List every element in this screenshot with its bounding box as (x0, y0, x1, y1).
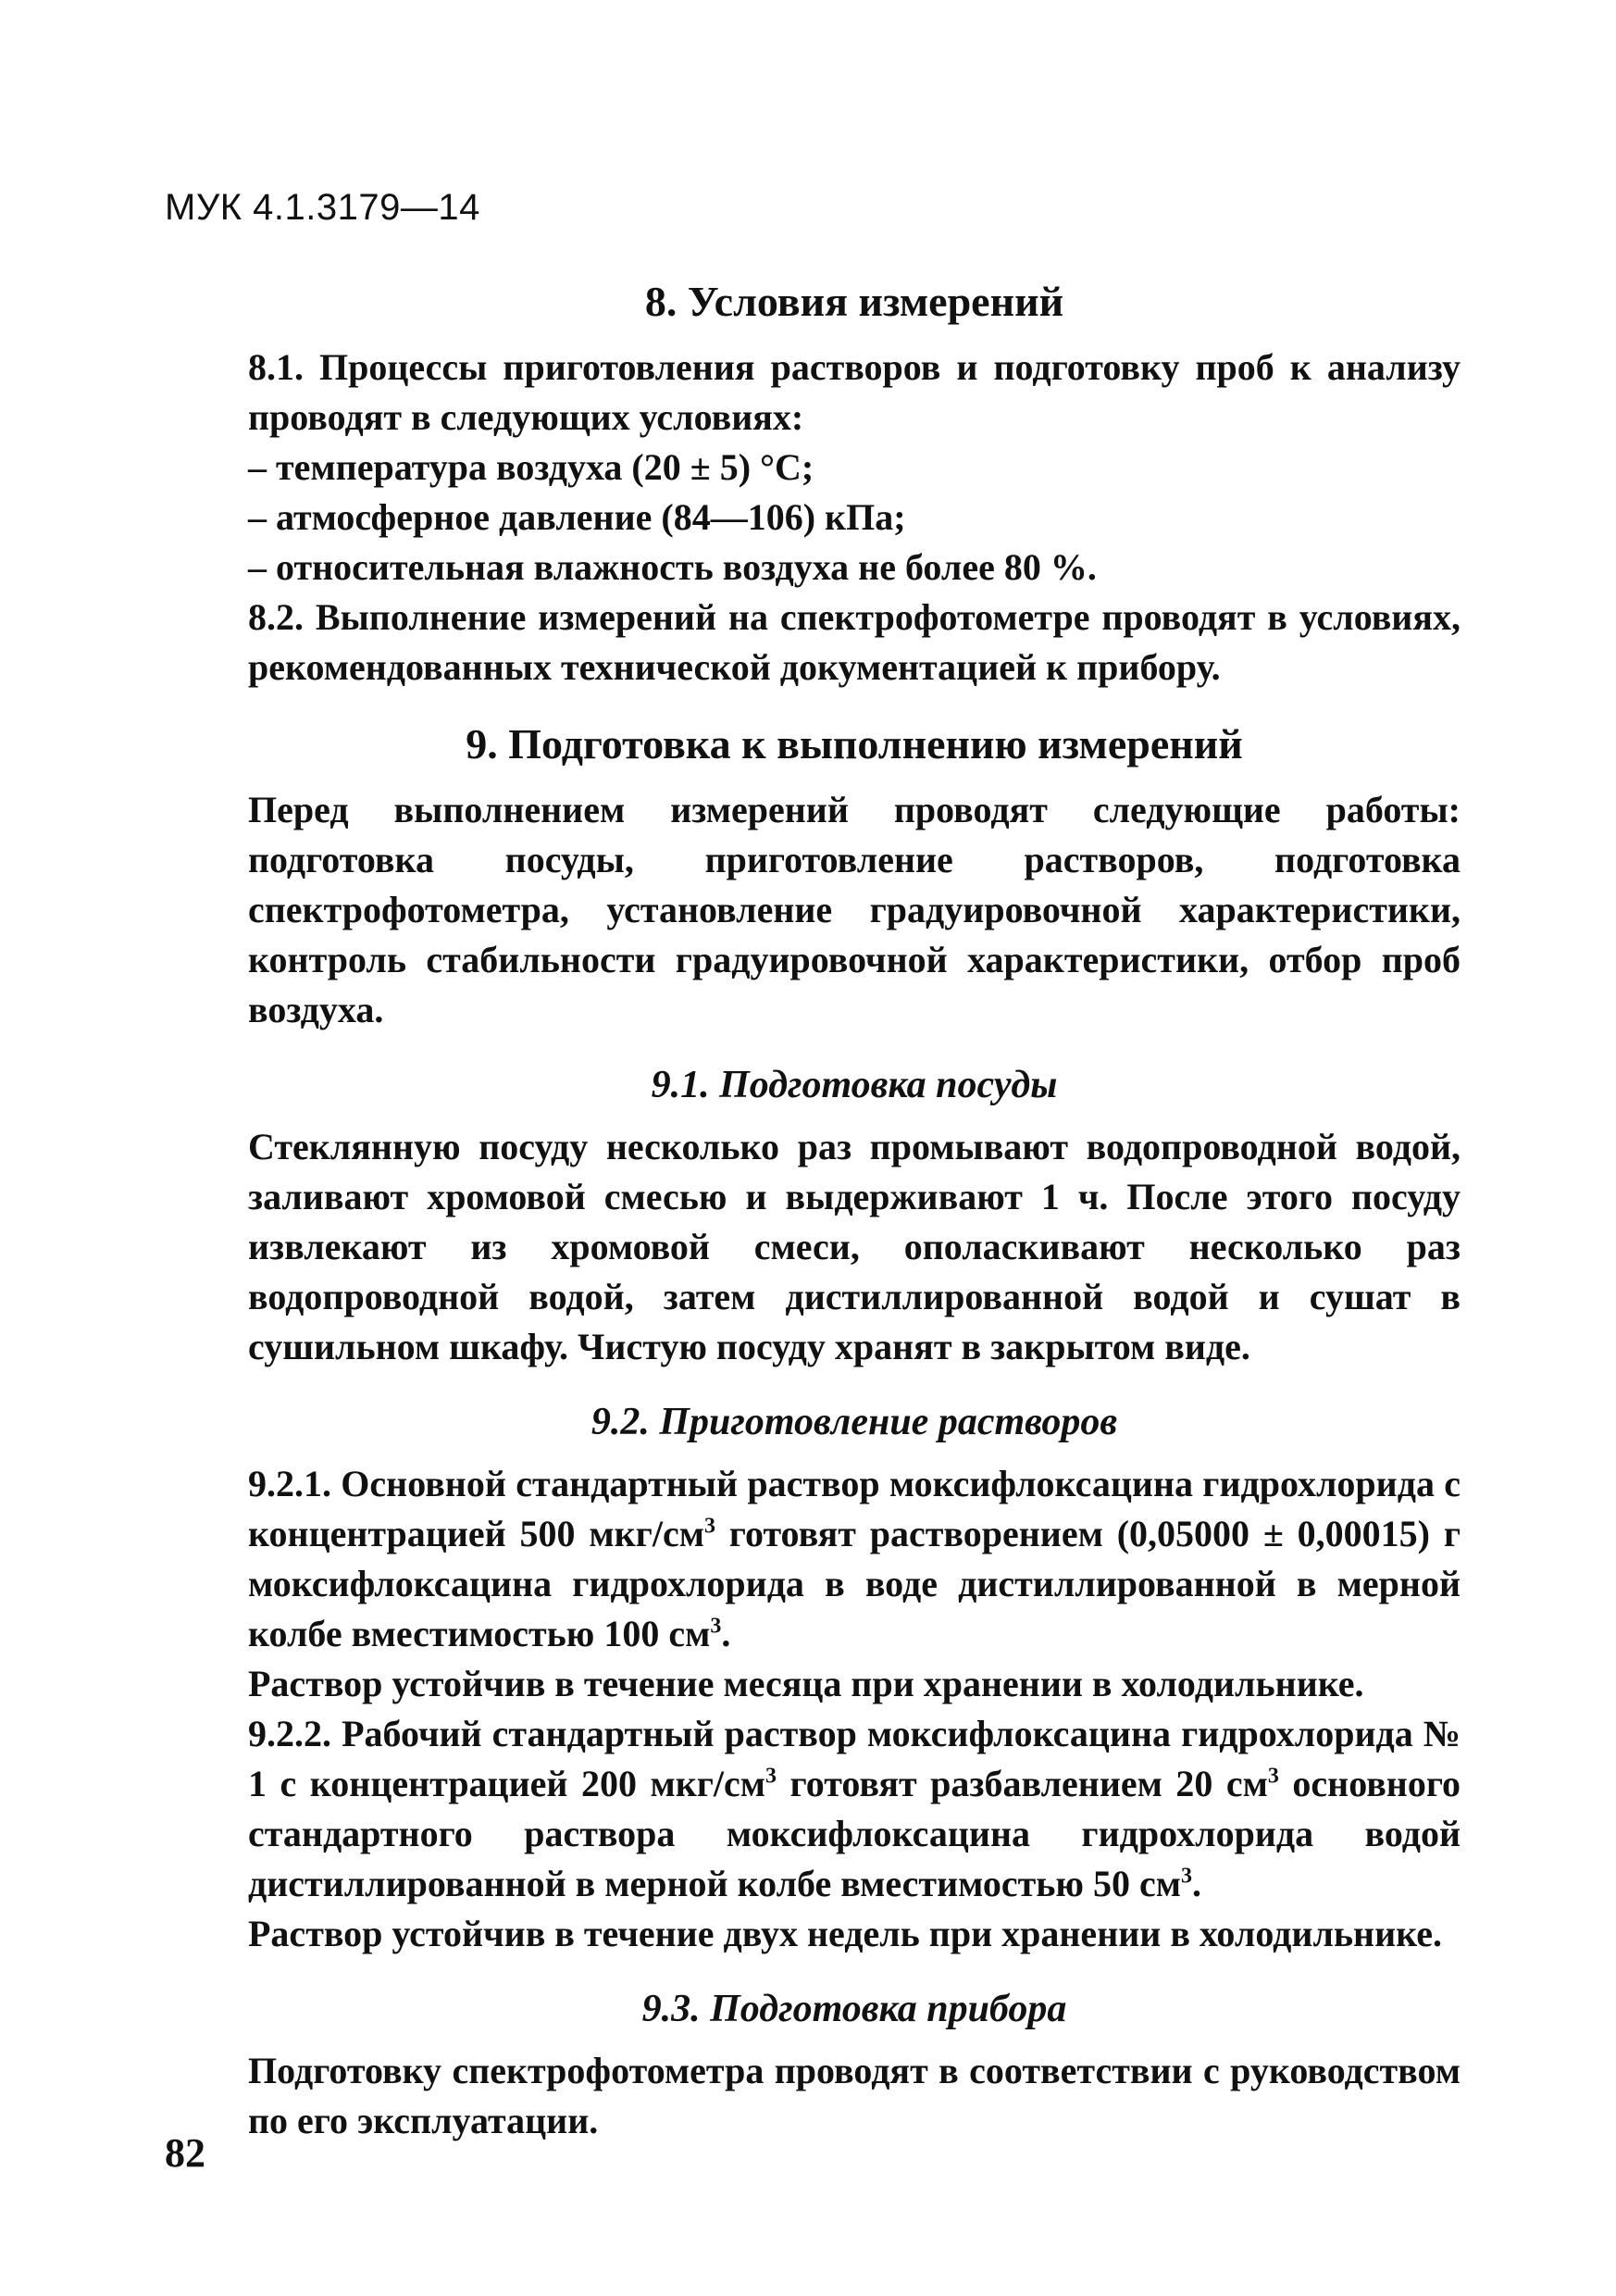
section-9-1-title: 9.1. Подготовка посуды (651, 1064, 1058, 1106)
superscript-3: 3 (1180, 1864, 1192, 1889)
superscript-3: 3 (703, 1514, 715, 1539)
section-9-2-2-part-d: . (1191, 1863, 1201, 1904)
section-9-2-2-stability: Раствор устойчив в течение двух недель при хранении в холодильнике. (248, 1913, 1442, 1954)
section-9-2-2-part-a: 9.2.2. Рабочий стандартный раствор моксифлоксацина гидрохлорида № 1 с концентрацией 200 мкг/см (248, 1713, 1461, 1804)
section-9-intro: Перед выполнением измерений проводят следующие работы: подготовка посуды, приготовление растворов, подготовка спектрофотометра, установление градуировочной характеристики, контроль стабильности градуировочной характеристики, отбор проб воздуха. (248, 789, 1461, 1030)
condition-temperature: – температура воздуха (20 ± 5) °C; (248, 446, 814, 488)
section-9-1-text: Стеклянную посуду несколько раз промывают водопроводной водой, заливают хромовой смесью и выдерживают 1 ч. После этого посуду извлекают из хромовой смеси, ополаскивают несколько раз водопроводной водой, затем дистиллированной водой и сушат в сушильном шкафу. Чистую посуду хранят в закрытом виде. (248, 1126, 1461, 1367)
superscript-3: 3 (765, 1764, 777, 1789)
section-9-2-title: 9.2. Приготовление растворов (590, 1401, 1118, 1443)
section-9-2-2 (248, 1709, 1461, 1909)
section-8-2: 8.2. Выполнение измерений на спектрофотометре проводят в условиях, рекомендованных технической документацией к прибору. (248, 596, 1461, 688)
section-9-2-1-part-b: готовят растворением (0,05000 ± 0,00015) г моксифлоксацина гидрохлорида в воде дистиллированной в мерной колбе вместимостью 100 см (248, 1513, 1461, 1654)
condition-pressure: – атмосферное давление (84—106) кПа; (248, 496, 906, 538)
section-9-2-1-part-c: . (721, 1613, 731, 1654)
section-9-2-1-stability: Раствор устойчив в течение месяца при хранении в холодильнике. (248, 1663, 1364, 1704)
section-8-1-text: 8.1. Процессы приготовления растворов и подготовку проб к анализу проводят в следующих условиях: (248, 346, 1461, 438)
section-9-2-2-part-c: основного стандартного раствора моксифлоксацина гидрохлорида водой дистиллированной в мерной колбе вместимостью 50 см (248, 1763, 1461, 1904)
section-8-title: 8. Условия измерений (644, 278, 1064, 325)
section-9-2-1 (248, 1459, 1461, 1659)
section-9-title: 9. Подготовка к выполнению измерений (466, 720, 1243, 767)
document-code: МУК 4.1.3179—14 (165, 187, 480, 228)
conditions-list (248, 443, 1461, 593)
section-9-2-1-part-a: 9.2.1. Основной стандартный раствор моксифлоксацина гидрохлорида с концентрацией 500 мкг/см (248, 1463, 1461, 1554)
section-8-1-intro (248, 343, 1461, 443)
condition-humidity: – относительная влажность воздуха не более 80 %. (248, 546, 1097, 588)
superscript-3: 3 (1267, 1764, 1279, 1789)
section-9-3-text: Подготовку спектрофотометра проводят в соответствии с руководством по его эксплуатации. (248, 2050, 1461, 2141)
section-9-2-2-part-b: готовят разбавлением 20 см (777, 1763, 1268, 1804)
section-9-3-title: 9.3. Подготовка прибора (641, 1988, 1067, 2030)
page-number: 82 (165, 2130, 205, 2176)
document-body (248, 274, 1461, 2146)
superscript-3: 3 (710, 1614, 722, 1639)
